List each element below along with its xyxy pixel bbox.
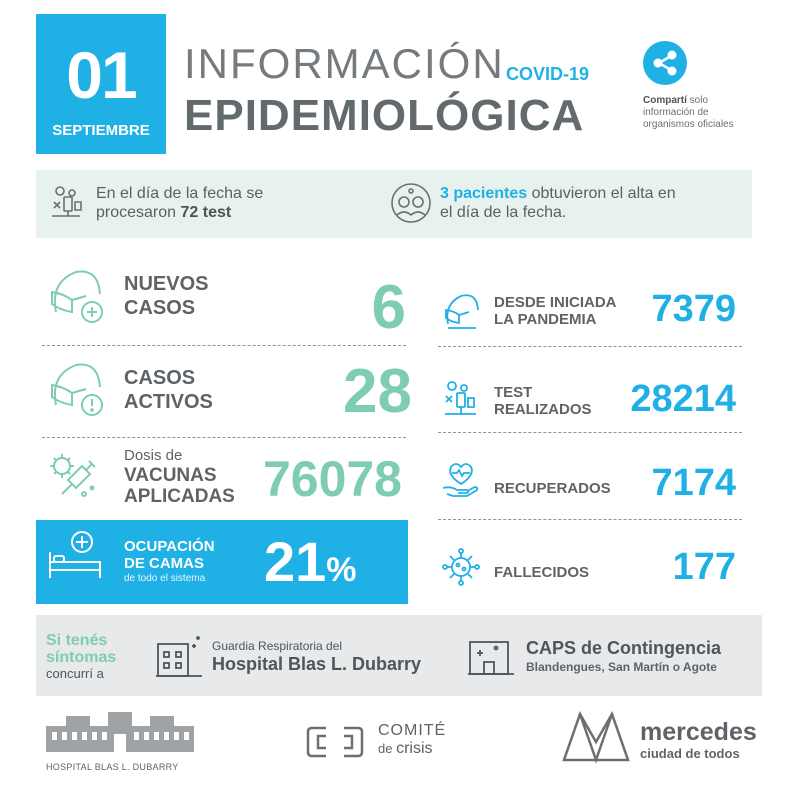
- share-icon[interactable]: [643, 41, 687, 85]
- camas-number: 21: [264, 530, 327, 593]
- nuevos-casos-label: [124, 272, 208, 320]
- fallecidos-value: 177: [672, 546, 736, 588]
- test-processed-text: [96, 184, 263, 222]
- camas-l1: OCUPACIÓN: [124, 538, 215, 555]
- test-realizados-value: 28214: [630, 378, 736, 420]
- divider: [438, 346, 742, 347]
- patient-mask-alert-icon: [42, 355, 108, 421]
- recuperados-value: 7174: [651, 462, 736, 504]
- discharged-patients-icon: [390, 182, 432, 224]
- test-l1: TEST: [494, 384, 533, 401]
- vaccine-syringe-icon: [46, 450, 102, 506]
- date-day: 01: [66, 38, 136, 112]
- alta-line2: el día de la fecha.: [440, 204, 567, 221]
- sintomas-l1: Si tenés: [46, 632, 108, 649]
- comite-l2: [378, 740, 433, 758]
- vacunas-l2: APLICADAS: [124, 486, 235, 507]
- test-pre: En el día de la fecha se: [96, 185, 264, 202]
- sintomas-l2: síntomas: [46, 649, 117, 666]
- camas-sub: de todo el sistema: [124, 573, 206, 584]
- test-realizados-label: [494, 384, 592, 418]
- pandemia-l1: DESDE INICIADA: [494, 294, 617, 311]
- comite-logo-icon: [304, 722, 366, 762]
- covid-tag: COVID-19: [506, 64, 590, 84]
- mercedes-l1: mercedes: [640, 718, 757, 746]
- divider: [438, 519, 742, 520]
- camas-label: [124, 538, 215, 572]
- mercedes-l2: ciudad de todos: [640, 746, 740, 761]
- camas-unit: %: [326, 551, 357, 589]
- divider: [42, 345, 406, 346]
- pandemia-label: [494, 294, 617, 328]
- date-month: SEPTIEMBRE: [52, 122, 150, 139]
- alta-count: 3 pacientes: [440, 185, 528, 202]
- hospital-logo: [46, 712, 194, 752]
- patient-mask-icon: [440, 290, 482, 332]
- guardia-big: Hospital Blas L. Dubarry: [212, 654, 422, 674]
- hospital-building-icon: [154, 636, 204, 678]
- activos-l1: CASOS: [124, 367, 196, 389]
- casos-activos-value: 28: [343, 357, 412, 426]
- sintomas-l3: concurrí a: [46, 666, 104, 681]
- clinic-building-icon: [466, 636, 516, 678]
- vacunas-value: 76078: [262, 451, 402, 507]
- symptoms-text: [46, 632, 116, 682]
- mercedes-logo-icon: [560, 708, 632, 764]
- microscope-icon: [440, 378, 482, 420]
- nuevos-casos-value: 6: [371, 273, 406, 342]
- date-box: [36, 14, 166, 154]
- lab-test-icon: [46, 182, 86, 222]
- hospital-logo-text: HOSPITAL BLAS L. DUBARRY: [46, 762, 179, 772]
- pandemia-value: 7379: [651, 288, 736, 330]
- title-informacion: INFORMACIÓN: [184, 40, 505, 87]
- patient-mask-plus-icon: [42, 262, 108, 328]
- caps-small: Blandengues, San Martín o Agote: [526, 660, 717, 674]
- camas-l2: DE CAMAS: [124, 555, 205, 572]
- hospital-bed-icon: [46, 530, 104, 582]
- test-l2: REALIZADOS: [494, 401, 592, 418]
- virus-icon: [440, 546, 482, 588]
- caps-big: CAPS de Contingencia: [526, 638, 722, 658]
- divider: [438, 432, 742, 433]
- nuevos-l1: NUEVOS: [124, 273, 209, 295]
- alta-rest: obtuvieron el alta en: [527, 185, 676, 202]
- discharged-text: [440, 184, 676, 222]
- test-count: 72 test: [180, 204, 232, 221]
- divider: [42, 437, 406, 438]
- camas-value: [264, 532, 357, 600]
- nuevos-l2: CASOS: [124, 297, 196, 319]
- dosis-pre: Dosis de: [124, 447, 183, 464]
- casos-activos-label: [124, 366, 213, 414]
- share-note: [643, 95, 763, 131]
- pandemia-l2: LA PANDEMIA: [494, 311, 597, 328]
- comite-de: de: [378, 741, 397, 756]
- fallecidos-label: FALLECIDOS: [494, 564, 590, 581]
- share-line2: información de: [643, 107, 709, 118]
- test-pre2: procesaron: [96, 204, 181, 221]
- comite-l1: COMITÉ: [378, 722, 447, 739]
- comite-crisis: crisis: [396, 740, 433, 757]
- guardia-small: Guardia Respiratoria del: [212, 639, 343, 653]
- vacunas-l1: VACUNAS: [124, 465, 217, 486]
- share-rest: solo: [686, 95, 709, 106]
- share-bold: Compartí: [643, 95, 687, 106]
- title-epidemiologica: EPIDEMIOLÓGICA: [184, 91, 585, 140]
- activos-l2: ACTIVOS: [124, 391, 213, 413]
- share-line3: organismos oficiales: [643, 119, 734, 130]
- recuperados-label: RECUPERADOS: [494, 480, 611, 497]
- heart-hand-icon: [440, 458, 482, 500]
- vacunas-label: [124, 465, 235, 507]
